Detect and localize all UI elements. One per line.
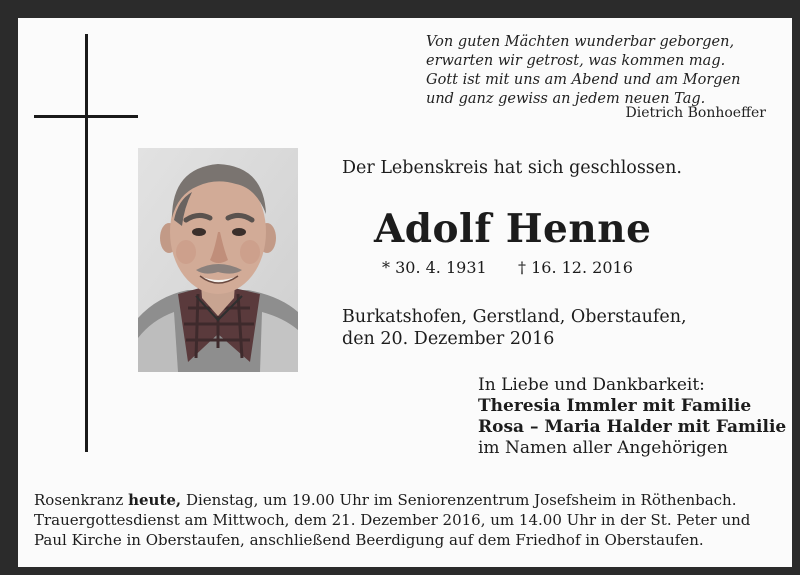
rosary-today: heute, <box>128 491 182 509</box>
quote-line: erwarten wir getrost, was kommen mag. <box>426 53 726 69</box>
service-details <box>34 490 750 550</box>
closing-circle-text: Der Lebenskreis hat sich geschlossen. <box>342 158 682 178</box>
quote-line: Gott ist mit uns am Abend und am Morgen <box>426 72 741 88</box>
cross-vertical <box>85 34 88 452</box>
funeral-service-line: Trauergottesdienst am Mittwoch, dem 21. Dezember 2016, um 14.00 Uhr in der St. Peter und <box>34 511 751 529</box>
mourners-intro: In Liebe und Dankbarkeit: <box>478 375 705 395</box>
portrait-illustration <box>138 148 298 372</box>
quote-line: und ganz gewiss an jedem neuen Tag. <box>426 91 706 107</box>
mourners-block <box>478 375 786 459</box>
mourner-family: Rosa – Maria Halder mit Familie <box>478 417 787 437</box>
rosary-prefix: Rosenkranz <box>34 491 129 509</box>
rosary-rest: Dienstag, um 19.00 Uhr im Seniorenzentrum Josefsheim in Röthenbach. <box>181 491 737 509</box>
death-date: † 16. 12. 2016 <box>518 258 633 277</box>
portrait-photo <box>138 148 298 372</box>
mourner-family: Theresia Immler mit Familie <box>478 396 752 416</box>
date-line: den 20. Dezember 2016 <box>342 329 555 349</box>
mourners-outro: im Namen aller Angehörigen <box>478 438 728 458</box>
bonhoeffer-quote <box>426 33 766 109</box>
rosary-line <box>34 490 750 510</box>
place-and-date <box>342 306 687 350</box>
birth-date: * 30. 4. 1931 <box>382 258 487 277</box>
cross-horizontal <box>34 115 138 118</box>
place-line: Burkatshofen, Gerstland, Oberstaufen, <box>342 307 687 327</box>
deceased-name: Adolf Henne <box>374 206 652 252</box>
quote-author: Dietrich Bonhoeffer <box>625 105 766 121</box>
quote-line: Von guten Mächten wunderbar geborgen, <box>426 34 735 50</box>
burial-line: Paul Kirche in Oberstaufen, anschließend Beerdigung auf dem Friedhof in Oberstaufen. <box>34 531 704 549</box>
